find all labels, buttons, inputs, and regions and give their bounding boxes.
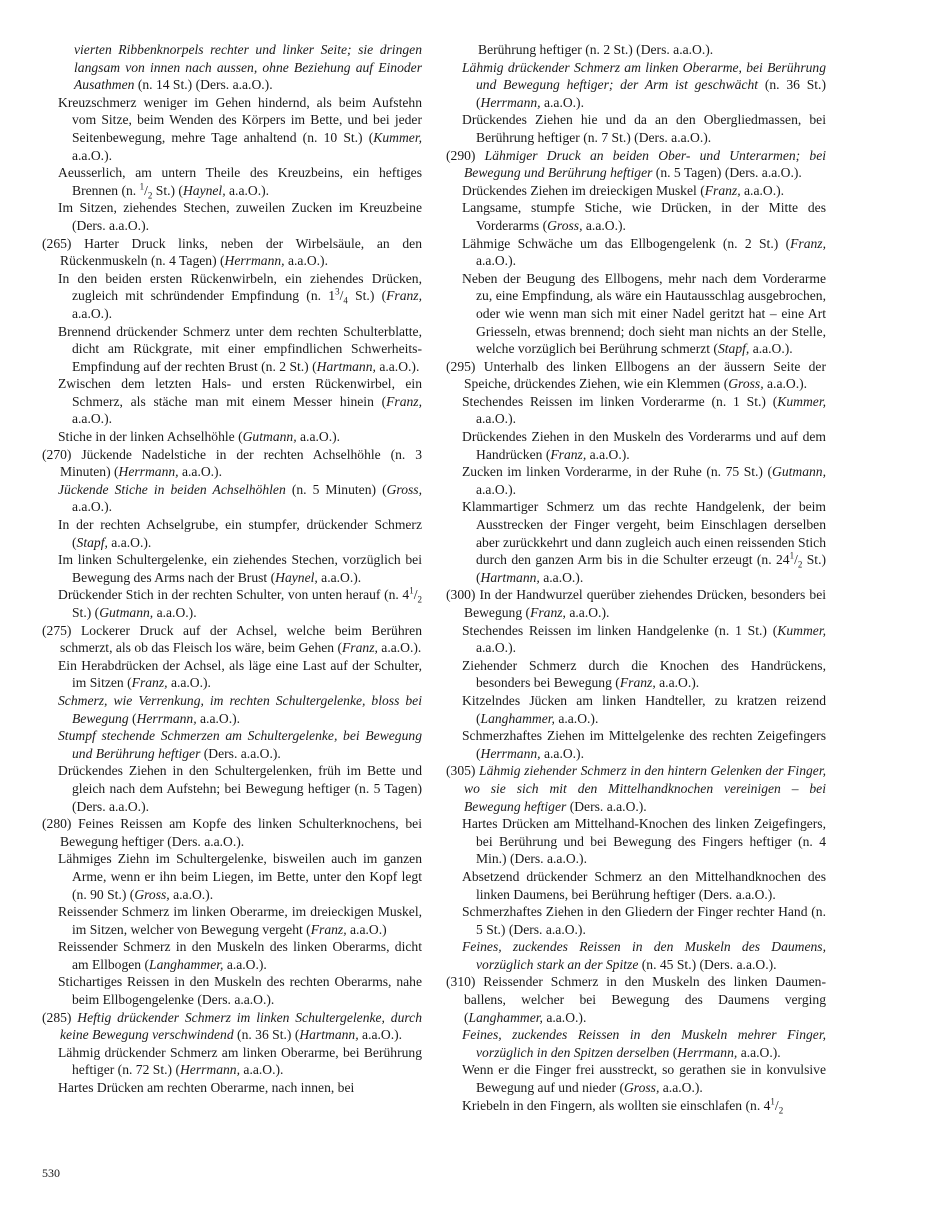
entry-text: (n. 36 St.) ( [233, 1027, 300, 1043]
entry-text: a.a.O.). [539, 569, 584, 585]
entry-text: Aeusserlich, am untern Theile des Kreuzbeins, ein heftiges Brennen (n. [58, 165, 422, 198]
entry-text: a.a.O.). [476, 481, 517, 497]
symptom-entry [42, 622, 422, 657]
left-text-column [42, 41, 422, 1097]
entry-text: Schmerz, wie Verrenkung, im rechten Schultergelenke, bloss bei Bewegung [58, 692, 422, 726]
entry-text: Kummer, [373, 129, 422, 145]
entry-text: a.a.O.). [178, 464, 222, 480]
entry-text: Drückendes Ziehen in den Muskeln des Vorderarms und auf dem Handrücken ( [462, 429, 826, 462]
entry-text: Lähmig drückender Schmerz am linken Oberarme, bei Berührung heftiger (n. 72 St.) ( [58, 1044, 422, 1078]
symptom-entry [446, 762, 826, 815]
entry-text: (n. 36 St.) ( [476, 77, 826, 110]
entry-text: Zwischen dem letzten Hals- und ersten Rückenwirbel, ein Schmerz, als stäche man mit einem Messer hinein ( [58, 376, 422, 409]
symptom-entry [42, 481, 422, 516]
fraction-denominator: 4 [343, 296, 348, 307]
entry-text: Gross, [623, 1080, 660, 1096]
entry-text: St.) ( [347, 288, 387, 304]
entry-text: a.a.O.). [582, 217, 626, 233]
entry-text: / [413, 587, 418, 603]
fraction-numerator: 1 [409, 585, 414, 596]
entry-text: a.a.O.). [565, 605, 610, 620]
symptom-entry [42, 235, 422, 270]
entry-text: Hartes Drücken am rechten Oberarme, nach innen, bei [58, 1080, 355, 1096]
symptom-entry [446, 657, 826, 692]
symptom-entry [42, 903, 422, 938]
entry-text: a.a.O.). [737, 1044, 781, 1060]
symptom-entry [42, 1009, 422, 1044]
entry-text: St.) ( [152, 182, 183, 198]
symptom-entry [42, 657, 422, 692]
entry-text: (285) [42, 1009, 78, 1025]
entry-text: Lähmig ziehender Schmerz in den hintern Gelenken der Finger, wo sie sich mit den Mittelhandknochen vereinigen – bei Bewegung heftiger [464, 763, 826, 814]
entry-text: / [144, 182, 148, 198]
entry-text: Kriebeln in den Fingern, als wollten sie einschlafen (n. 4 [462, 1097, 771, 1113]
entry-text: a.a.O.). [655, 675, 700, 691]
entry-text: / [794, 552, 798, 568]
entry-text: Franz, [310, 921, 347, 937]
entry-text: Herrmann, [480, 94, 541, 110]
entry-text: Herrmann, [179, 1062, 241, 1078]
entry-text: Stapf, [76, 534, 108, 550]
symptom-entry [446, 147, 826, 182]
entry-text: a.a.O.). [167, 675, 211, 691]
symptom-entry [446, 868, 826, 903]
fraction-denominator: 2 [778, 1105, 784, 1116]
entry-text: a.a.O.). [72, 147, 113, 163]
entry-text: vierten Ribbenknorpels rechter und linker Seite; sie dringen langsam von innen nach aussen, ohne Beziehung auf Einoder Ausathmen [74, 42, 422, 93]
right-text-column [446, 41, 826, 1114]
symptom-entry [42, 199, 422, 234]
entry-text: Franz, [342, 640, 378, 656]
entry-text: Franz, [131, 675, 168, 691]
entry-text: Im linken Schultergelenke, ein ziehendes Stechen, vorzüglich bei Bewegung des Arms nach der Brust ( [58, 552, 422, 585]
entry-text: a.a.O.). [296, 429, 341, 445]
entry-text: Klammartiger Schmerz um das rechte Handgelenk, der beim Ausstrecken der Finger vergeht, beim Einschlagen derselben aber zurückkehrt und dann zugleich auch einen reissenden Stich durch den ganzen Arm bis in die Schulter erzeugt (n. 24 [462, 499, 826, 568]
symptom-entry [446, 463, 826, 498]
entry-text: Franz, [619, 675, 656, 691]
entry-text: Drückender Stich in der rechten Schulter, von unten herauf (n. 4 [58, 587, 410, 603]
symptom-entry [42, 727, 422, 762]
symptom-entry [446, 393, 826, 428]
entry-text: a.a.O.). [377, 640, 422, 656]
symptom-entry [446, 973, 826, 1026]
entry-text: Drückendes Ziehen in den Schultergelenken, früh im Bette und gleich nach dem Aufstehn; bei Bewegung heftiger (n. 5 Tagen) (Ders. a.a.O.). [58, 763, 422, 814]
entry-text: a.a.O.). [72, 305, 113, 321]
symptom-entry [446, 182, 826, 200]
entry-text: Franz, [530, 605, 566, 620]
entry-text: Jückende Stiche in beiden Achselhöhlen [58, 481, 286, 497]
entry-text: (310) Reissender Schmerz in den Muskeln des linken Daumenballens, welcher bei Bewegung des Daumens verging ( [446, 974, 826, 1025]
entry-text: (275) Lockerer Druck auf der Achsel, welche beim Berühren schmerzt, als ob das Fleisch los wäre, beim Gehen ( [42, 622, 422, 656]
symptom-entry [446, 727, 826, 762]
entry-text: Stechendes Reissen im linken Handgelenke (n. 1 St.) ( [462, 622, 778, 638]
fraction-denominator: 2 [417, 595, 422, 606]
entry-text: Haynel, [275, 569, 318, 585]
entry-text: Zucken im linken Vorderarme, in der Ruhe (n. 75 St.) ( [462, 464, 772, 480]
entry-text: Drückendes Ziehen im dreieckigen Muskel ( [462, 182, 705, 198]
symptom-entry [42, 41, 422, 94]
entry-text: a.a.O.). [358, 1027, 403, 1043]
entry-text: Gutmann, [772, 464, 826, 480]
entry-text: Ziehender Schmerz durch die Knochen des Handrückens, besonders bei Bewegung ( [462, 657, 826, 691]
symptom-entry [42, 1044, 422, 1079]
entry-text: Stiche in der linken Achselhöhle ( [58, 429, 243, 445]
entry-text: a.a.O.). [196, 710, 241, 726]
entry-text: Gross, [547, 217, 583, 233]
symptom-entry [42, 973, 422, 1008]
entry-text: Lähmig drückender Schmerz am linken Oberarme, bei Berührung und Bewegung heftiger; der Arm ist geschwächt [462, 59, 826, 93]
entry-text: St.) ( [72, 605, 100, 620]
entry-text: Herrmann, [118, 464, 179, 480]
symptom-entry [446, 111, 826, 146]
symptom-entry [446, 815, 826, 868]
symptom-entry [446, 235, 826, 270]
symptom-entry [42, 586, 422, 621]
entry-text: Kummer, [777, 622, 826, 638]
symptom-entry [446, 938, 826, 973]
entry-text: a.a.O.). [225, 182, 270, 198]
entry-text: / [774, 1097, 779, 1113]
entry-text: Stapf, [717, 341, 750, 357]
symptom-entry [446, 692, 826, 727]
entry-text: (300) In der Handwurzel querüber ziehendes Drücken, besonders bei Bewegung ( [446, 587, 826, 620]
entry-text: (n. 5 Minuten) ( [285, 481, 387, 497]
entry-text: Gross, [728, 376, 764, 392]
entry-text: Gutmann, [99, 605, 154, 620]
entry-text: Hartmann, [299, 1027, 359, 1043]
entry-text: Stumpf stechende Schmerzen am Schultergelenke, bei Bewegung und Berührung heftiger [58, 728, 422, 761]
fraction-denominator: 2 [147, 190, 153, 201]
entry-text: Langhammer, [149, 956, 224, 972]
symptom-entry [42, 762, 422, 815]
entry-text: Franz, [386, 288, 422, 304]
symptom-entry [446, 358, 826, 393]
entry-text: Franz, [386, 393, 422, 409]
entry-text: Heftig drückender Schmerz im linken Schultergelenke, durch keine Bewegung verschwindend [60, 1009, 423, 1043]
symptom-entry [446, 428, 826, 463]
entry-text: Herrmann, [677, 1044, 738, 1060]
symptom-entry [446, 59, 826, 112]
entry-text: Stichartiges Reissen in den Muskeln des rechten Oberarms, nahe beim Ellbogengelenke (Ders. a.a.O.). [58, 974, 422, 1008]
entry-text: (n. 5 Tagen) (Ders. a.a.O.). [652, 165, 802, 181]
entry-text: a.a.O.). [476, 411, 517, 427]
entry-text: Herrmann, [136, 710, 197, 726]
entry-text: Kummer, [777, 393, 826, 409]
entry-text: Wenn er die Finger frei ausstreckt, so gerathen sie in konvulsive Bewegung auf und nieder ( [462, 1062, 826, 1096]
entry-text: (305) [446, 763, 480, 779]
fraction-numerator: 1 [139, 181, 145, 192]
entry-text: Feines, zuckendes Reissen in den Muskeln des Daumens, vorzüglich stark an der Spitze [462, 939, 826, 972]
symptom-entry [42, 446, 422, 481]
entry-text: (290) [446, 147, 485, 163]
entry-text: a.a.O.). [72, 499, 113, 515]
entry-text: Langsame, stumpfe Stiche, wie Drücken, in der Mitte des Vorderarms ( [462, 200, 826, 233]
entry-text: a.a.O.). [476, 253, 517, 269]
symptom-entry [42, 1079, 422, 1097]
entry-text: (Ders. a.a.O.). [200, 745, 281, 761]
entry-text: a.a.O.). [223, 956, 267, 972]
entry-text: Hartes Drücken am Mittelhand-Knochen des linken Zeigefingers, bei Berührung und bei Bewegung des Fingers heftiger (n. 4 Min.) (Ders. a.a.O.). [462, 816, 826, 867]
entry-text: a.a.O.). [107, 534, 152, 550]
entry-text: (280) Feines Reissen am Kopfe des linken Schulterknochens, bei Bewegung heftiger (Ders. a.a.O.). [42, 816, 422, 849]
symptom-entry [42, 692, 422, 727]
entry-text: Kreuzschmerz weniger im Gehen hindernd, als beim Aufstehn vom Sitze, beim Wenden des Körpers im Bette, und bei jeder Seitenbewegung, mehre Tage anhaltend (n. 10 St.) ( [58, 94, 422, 145]
page-number: 530 [42, 1166, 60, 1180]
entry-text: a.a.O.). [740, 182, 785, 198]
entry-text: a.a.O.). [317, 569, 362, 585]
symptom-entry [446, 586, 826, 621]
entry-text: Gross, [386, 481, 422, 497]
entry-text: In der rechten Achselgrube, ein stumpfer, drückender Schmerz ( [58, 517, 422, 550]
entry-text: Neben der Beugung des Ellbogens, mehr nach dem Vorderarme zu, eine Empfindung, als wäre ein Hautausschlag ausgebrochen, oder wie wenn man sich mit einer Nadel geritzt hat – eine Art Griesseln, etwas brennend; doch sieht man nichts an der Stelle, welche vorzüglich bei Berührung schmerzt ( [462, 270, 826, 357]
entry-text: a.a.O.). [749, 341, 793, 357]
entry-text: a.a.O.). [542, 1009, 587, 1025]
entry-text: Lähmiges Ziehn im Schultergelenke, bisweilen auch im ganzen Arme, wenn er ihn beim Liegen, im Bette, unter den Kopf legt (n. 90 St.) ( [58, 851, 422, 902]
entry-text: a.a.O.). [659, 1080, 703, 1096]
symptom-entry [42, 938, 422, 973]
symptom-entry [42, 375, 422, 428]
entry-text: (295) Unterhalb des linken Ellbogens an der äussern Seite der Speiche, drückendes Ziehen, wie ein Klemmen ( [446, 358, 826, 392]
symptom-entry [42, 94, 422, 164]
entry-text: Schmerzhaftes Ziehen in den Gliedern der Finger rechter Hand (n. 5 St.) (Ders. a.a.O.). [462, 904, 826, 937]
symptom-entry [446, 903, 826, 938]
entry-text: a.a.O.). [476, 640, 517, 656]
entry-text: (270) Jückende Nadelstiche in der rechten Achselhöhle (n. 3 Minuten) ( [42, 446, 422, 480]
entry-text: Reissender Schmerz im linken Oberarme, im dreieckigen Muskel, im Sitzen, welcher von Bewegung vergeht ( [58, 904, 422, 937]
entry-text: St.) ( [476, 552, 826, 585]
entry-text: Schmerzhaftes Ziehen im Mittelgelenke des rechten Zeigefingers ( [462, 728, 826, 761]
entry-text: (n. 14 St.) (Ders. a.a.O.). [134, 77, 273, 93]
symptom-entry [446, 199, 826, 234]
entry-text: Brennend drückender Schmerz unter dem rechten Schulterblatte, dicht am Rückgrate, mit einer empfindlichen Schwerheits-Empfindung auf der rechten Brust (n. 2 St.) ( [58, 323, 422, 374]
entry-text: ( [128, 710, 137, 726]
entry-text: a.a.O.). [586, 446, 630, 462]
entry-text: (265) Harter Druck links, neben der Wirbelsäule, an den Rückenmuskeln (n. 4 Tagen) ( [42, 235, 422, 269]
entry-text: a.a.O.). [240, 1062, 284, 1078]
symptom-entry [42, 850, 422, 903]
entry-text: a.a.O.). [540, 745, 584, 761]
entry-text: a.a.O.). [284, 253, 328, 269]
symptom-entry [446, 41, 826, 59]
entry-text: Gross, [134, 886, 170, 902]
symptom-entry [42, 323, 422, 376]
entry-text: a.a.O.). [540, 94, 584, 110]
entry-text: Drückendes Ziehen hie und da an den Obergliedmassen, bei Berührung heftiger (n. 7 St.) (Ders. a.a.O.). [462, 112, 826, 145]
entry-text: ( [669, 1044, 678, 1060]
symptom-entry [446, 1097, 826, 1115]
entry-text: Absetzend drückender Schmerz an den Mittelhandknochen des linken Daumens, bei Berührung heftiger (Ders. a.a.O.). [462, 868, 826, 902]
entry-text: Gutmann, [242, 429, 297, 445]
symptom-entry [42, 164, 422, 199]
entry-text: Berührung heftiger (n. 2 St.) (Ders. a.a.O.). [478, 42, 714, 57]
symptom-entry [42, 551, 422, 586]
entry-text: a.a.O.). [554, 710, 599, 726]
entry-text: a.a.O.). [763, 376, 808, 392]
entry-text: Franz, [704, 182, 741, 198]
entry-text: Hartmann, [480, 569, 540, 585]
fraction-numerator: 1 [770, 1096, 775, 1107]
entry-text: Stechendes Reissen im linken Vorderarme (n. 1 St.) ( [462, 393, 778, 409]
entry-text: Langhammer, [468, 1009, 543, 1025]
symptom-entry [446, 622, 826, 657]
entry-text: Langhammer, [480, 710, 555, 726]
entry-text: / [339, 288, 344, 304]
symptom-entry [446, 1026, 826, 1061]
entry-text: Kitzelndes Jücken am linken Handteller, zu kratzen reizend ( [462, 692, 826, 726]
entry-text: a.a.O.). [375, 358, 420, 374]
entry-text: a.a.O.). [153, 605, 197, 620]
entry-text: Herrmann, [224, 253, 285, 269]
entry-text: (n. 45 St.) (Ders. a.a.O.). [638, 956, 777, 972]
entry-text: Im Sitzen, ziehendes Stechen, zuweilen Zucken im Kreuzbeine (Ders. a.a.O.). [58, 200, 422, 233]
entry-text: Lähmige Schwäche um das Ellbogengelenk (n. 2 St.) ( [462, 235, 791, 251]
fraction-denominator: 2 [797, 559, 803, 570]
fraction-numerator: 1 [789, 550, 795, 561]
symptom-entry [42, 516, 422, 551]
entry-text: Feines, zuckendes Reissen in den Muskeln mehrer Finger, vorzüglich in den Spitzen derselben [462, 1027, 826, 1060]
entry-text: Herrmann, [480, 745, 541, 761]
symptom-entry [446, 270, 826, 358]
entry-text: Franz, [790, 235, 826, 251]
entry-text: Hartmann, [316, 358, 376, 374]
symptom-entry [42, 428, 422, 446]
entry-text: In den beiden ersten Rückenwirbeln, ein ziehendes Drücken, zugleich mit schründender Empfindung (n. 1 [58, 270, 422, 304]
symptom-entry [42, 270, 422, 323]
entry-text: Ein Herabdrücken der Achsel, als läge eine Last auf der Schulter, im Sitzen ( [58, 657, 422, 691]
entry-text: a.a.O.) [346, 921, 387, 937]
symptom-entry [42, 815, 422, 850]
entry-text: (Ders. a.a.O.). [566, 798, 647, 814]
entry-text: Haynel, [182, 182, 226, 198]
symptom-entry [446, 1061, 826, 1096]
entry-text: a.a.O.). [72, 411, 113, 427]
entry-text: a.a.O.). [169, 886, 214, 902]
fraction-numerator: 3 [335, 286, 340, 297]
symptom-entry [446, 498, 826, 586]
entry-text: Reissender Schmerz in den Muskeln des linken Oberarms, dicht am Ellbogen ( [58, 939, 422, 972]
entry-text: Lähmiger Druck an beiden Ober- und Unterarmen; bei Bewegung und Berührung heftiger [464, 147, 827, 181]
entry-text: Franz, [550, 446, 587, 462]
